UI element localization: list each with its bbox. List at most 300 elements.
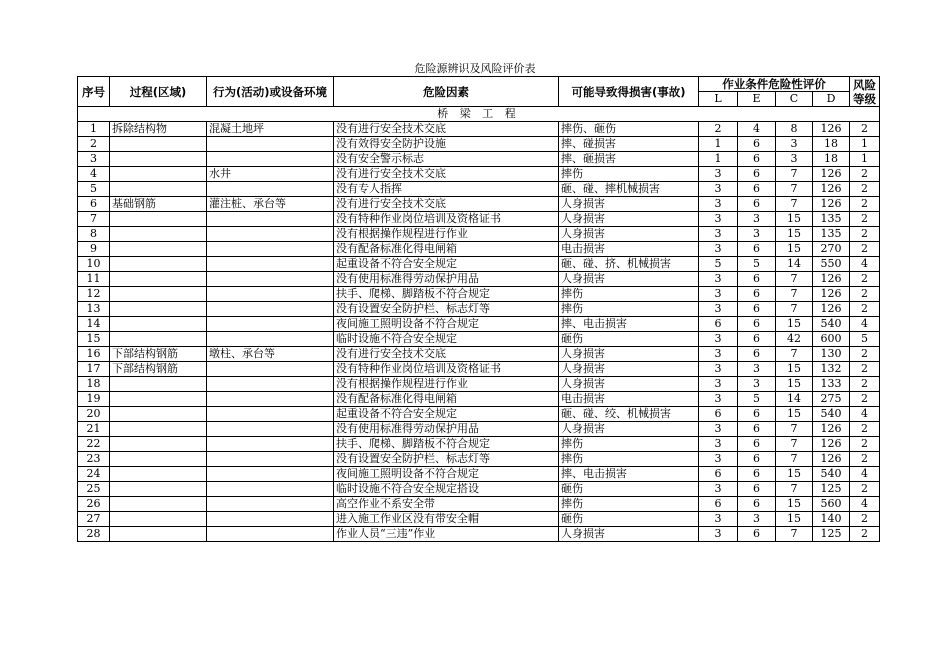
risk-level: 5 (850, 332, 880, 347)
header-d: D (813, 92, 850, 107)
row-number: 16 (78, 347, 110, 362)
e-value: 6 (738, 272, 776, 287)
c-value: 7 (776, 287, 813, 302)
risk-level: 2 (850, 527, 880, 542)
l-value: 3 (699, 287, 738, 302)
c-value: 7 (776, 347, 813, 362)
l-value: 3 (699, 212, 738, 227)
e-value: 6 (738, 287, 776, 302)
damage-cell: 人身损害 (559, 377, 699, 392)
risk-level: 2 (850, 422, 880, 437)
activity-cell (207, 422, 334, 437)
e-value: 3 (738, 512, 776, 527)
process-cell (110, 512, 207, 527)
row-number: 9 (78, 242, 110, 257)
risk-level: 4 (850, 467, 880, 482)
row-number: 12 (78, 287, 110, 302)
table-row (78, 167, 880, 182)
header-e: E (738, 92, 776, 107)
row-number: 21 (78, 422, 110, 437)
e-value: 6 (738, 197, 776, 212)
table-row (78, 407, 880, 422)
risk-level: 2 (850, 167, 880, 182)
risk-level: 1 (850, 137, 880, 152)
process-cell (110, 287, 207, 302)
d-value: 270 (813, 242, 850, 257)
table-row (78, 182, 880, 197)
table-row (78, 152, 880, 167)
hazard-cell: 进入施工作业区没有带安全帽 (334, 512, 559, 527)
activity-cell: 水井 (207, 167, 334, 182)
c-value: 15 (776, 497, 813, 512)
d-value: 130 (813, 347, 850, 362)
process-cell (110, 317, 207, 332)
damage-cell: 砸伤 (559, 512, 699, 527)
d-value: 126 (813, 287, 850, 302)
hazard-cell: 没有使用标准得劳动保护用品 (334, 422, 559, 437)
section-title: 桥 梁 工 程 (78, 107, 880, 122)
risk-level: 2 (850, 437, 880, 452)
header-l: L (699, 92, 738, 107)
process-cell (110, 452, 207, 467)
row-number: 27 (78, 512, 110, 527)
damage-cell: 砸伤 (559, 332, 699, 347)
table-row (78, 272, 880, 287)
damage-cell: 砸、碰、摔机械损害 (559, 182, 699, 197)
c-value: 15 (776, 362, 813, 377)
damage-cell: 砸伤 (559, 482, 699, 497)
d-value: 275 (813, 392, 850, 407)
activity-cell (207, 287, 334, 302)
c-value: 15 (776, 317, 813, 332)
e-value: 6 (738, 242, 776, 257)
risk-level: 2 (850, 347, 880, 362)
process-cell (110, 467, 207, 482)
hazard-cell: 没有根据操作规程进行作业 (334, 227, 559, 242)
process-cell (110, 137, 207, 152)
process-cell (110, 482, 207, 497)
process-cell (110, 422, 207, 437)
d-value: 135 (813, 227, 850, 242)
d-value: 126 (813, 422, 850, 437)
c-value: 3 (776, 137, 813, 152)
activity-cell: 灌注桩、承台等 (207, 197, 334, 212)
hazard-cell: 没有设置安全防护栏、标志灯等 (334, 302, 559, 317)
table-row (78, 212, 880, 227)
header-hazard: 危险因素 (334, 77, 559, 107)
l-value: 3 (699, 197, 738, 212)
header-risk-level: 风险等级 (850, 77, 880, 107)
table-row (78, 227, 880, 242)
l-value: 3 (699, 452, 738, 467)
d-value: 18 (813, 137, 850, 152)
process-cell: 下部结构钢筋 (110, 362, 207, 377)
c-value: 7 (776, 302, 813, 317)
process-cell (110, 527, 207, 542)
hazard-cell: 没有进行安全技术交底 (334, 122, 559, 137)
section-row (78, 107, 880, 122)
table-row (78, 467, 880, 482)
table-row (78, 497, 880, 512)
process-cell (110, 497, 207, 512)
table-row (78, 377, 880, 392)
e-value: 6 (738, 527, 776, 542)
process-cell (110, 182, 207, 197)
risk-level: 2 (850, 242, 880, 257)
c-value: 15 (776, 467, 813, 482)
d-value: 540 (813, 317, 850, 332)
damage-cell: 摔伤 (559, 452, 699, 467)
row-number: 3 (78, 152, 110, 167)
e-value: 6 (738, 302, 776, 317)
d-value: 540 (813, 407, 850, 422)
risk-level: 4 (850, 317, 880, 332)
activity-cell (207, 302, 334, 317)
activity-cell (207, 527, 334, 542)
hazard-cell: 没有专人指挥 (334, 182, 559, 197)
process-cell: 下部结构钢筋 (110, 347, 207, 362)
hazard-cell: 扶手、爬梯、脚踏板不符合规定 (334, 437, 559, 452)
hazard-cell: 扶手、爬梯、脚踏板不符合规定 (334, 287, 559, 302)
table-row (78, 302, 880, 317)
damage-cell: 摔伤 (559, 167, 699, 182)
activity-cell (207, 242, 334, 257)
c-value: 7 (776, 437, 813, 452)
risk-level: 2 (850, 122, 880, 137)
c-value: 14 (776, 257, 813, 272)
row-number: 5 (78, 182, 110, 197)
row-number: 24 (78, 467, 110, 482)
c-value: 3 (776, 152, 813, 167)
hazard-cell: 起重设备不符合安全规定 (334, 257, 559, 272)
activity-cell (207, 137, 334, 152)
d-value: 126 (813, 197, 850, 212)
damage-cell: 摔伤 (559, 437, 699, 452)
hazard-cell: 起重设备不符合安全规定 (334, 407, 559, 422)
d-value: 540 (813, 467, 850, 482)
hazard-cell: 没有特种作业岗位培训及资格证书 (334, 362, 559, 377)
risk-level: 2 (850, 197, 880, 212)
damage-cell: 人身损害 (559, 527, 699, 542)
hazard-cell: 高空作业不系安全带 (334, 497, 559, 512)
l-value: 3 (699, 227, 738, 242)
risk-level: 2 (850, 212, 880, 227)
damage-cell: 人身损害 (559, 212, 699, 227)
hazard-cell: 没有使用标准得劳动保护用品 (334, 272, 559, 287)
e-value: 6 (738, 137, 776, 152)
d-value: 550 (813, 257, 850, 272)
process-cell (110, 272, 207, 287)
damage-cell: 摔、电击损害 (559, 317, 699, 332)
l-value: 1 (699, 152, 738, 167)
l-value: 3 (699, 272, 738, 287)
row-number: 26 (78, 497, 110, 512)
damage-cell: 摔、砸损害 (559, 152, 699, 167)
l-value: 2 (699, 122, 738, 137)
activity-cell (207, 182, 334, 197)
row-number: 18 (78, 377, 110, 392)
hazard-cell: 没有进行安全技术交底 (334, 167, 559, 182)
process-cell (110, 257, 207, 272)
d-value: 125 (813, 482, 850, 497)
risk-level: 2 (850, 182, 880, 197)
damage-cell: 人身损害 (559, 197, 699, 212)
risk-level: 2 (850, 362, 880, 377)
c-value: 7 (776, 167, 813, 182)
d-value: 18 (813, 152, 850, 167)
row-number: 23 (78, 452, 110, 467)
e-value: 6 (738, 407, 776, 422)
process-cell (110, 212, 207, 227)
e-value: 6 (738, 452, 776, 467)
row-number: 14 (78, 317, 110, 332)
damage-cell: 摔伤、砸伤 (559, 122, 699, 137)
hazard-cell: 没有安全警示标志 (334, 152, 559, 167)
l-value: 3 (699, 377, 738, 392)
l-value: 3 (699, 302, 738, 317)
risk-level: 1 (850, 152, 880, 167)
e-value: 3 (738, 227, 776, 242)
c-value: 15 (776, 227, 813, 242)
damage-cell: 摔伤 (559, 302, 699, 317)
table-row (78, 332, 880, 347)
table-row (78, 197, 880, 212)
l-value: 1 (699, 137, 738, 152)
l-value: 3 (699, 182, 738, 197)
e-value: 3 (738, 362, 776, 377)
c-value: 7 (776, 482, 813, 497)
activity-cell (207, 482, 334, 497)
l-value: 3 (699, 167, 738, 182)
process-cell (110, 392, 207, 407)
activity-cell (207, 212, 334, 227)
hazard-cell: 作业人员“三违”作业 (334, 527, 559, 542)
c-value: 7 (776, 182, 813, 197)
l-value: 3 (699, 422, 738, 437)
process-cell: 拆除结构物 (110, 122, 207, 137)
row-number: 6 (78, 197, 110, 212)
header-activity: 行为(活动)或设备环境 (207, 77, 334, 107)
e-value: 6 (738, 497, 776, 512)
hazard-cell: 夜间施工照明设备不符合规定 (334, 317, 559, 332)
e-value: 6 (738, 347, 776, 362)
row-number: 28 (78, 527, 110, 542)
l-value: 3 (699, 242, 738, 257)
activity-cell: 墩柱、承台等 (207, 347, 334, 362)
row-number: 19 (78, 392, 110, 407)
activity-cell (207, 272, 334, 287)
c-value: 15 (776, 242, 813, 257)
damage-cell: 摔、碰损害 (559, 137, 699, 152)
d-value: 600 (813, 332, 850, 347)
table-row (78, 347, 880, 362)
activity-cell: 混凝土地坪 (207, 122, 334, 137)
d-value: 126 (813, 167, 850, 182)
c-value: 7 (776, 272, 813, 287)
activity-cell (207, 407, 334, 422)
c-value: 7 (776, 197, 813, 212)
d-value: 560 (813, 497, 850, 512)
activity-cell (207, 227, 334, 242)
e-value: 6 (738, 422, 776, 437)
table-row (78, 362, 880, 377)
activity-cell (207, 512, 334, 527)
l-value: 6 (699, 407, 738, 422)
row-number: 2 (78, 137, 110, 152)
table-row (78, 287, 880, 302)
l-value: 6 (699, 497, 738, 512)
activity-cell (207, 467, 334, 482)
hazard-cell: 没有进行安全技术交底 (334, 197, 559, 212)
d-value: 126 (813, 182, 850, 197)
risk-level: 2 (850, 392, 880, 407)
activity-cell (207, 362, 334, 377)
damage-cell: 人身损害 (559, 227, 699, 242)
row-number: 22 (78, 437, 110, 452)
hazard-cell: 没有效得安全防护设施 (334, 137, 559, 152)
hazard-cell: 没有配备标准化得电闸箱 (334, 392, 559, 407)
d-value: 126 (813, 452, 850, 467)
risk-level: 2 (850, 377, 880, 392)
risk-level: 2 (850, 482, 880, 497)
damage-cell: 人身损害 (559, 422, 699, 437)
activity-cell (207, 392, 334, 407)
l-value: 3 (699, 332, 738, 347)
e-value: 6 (738, 152, 776, 167)
l-value: 3 (699, 347, 738, 362)
process-cell: 基础钢筋 (110, 197, 207, 212)
process-cell (110, 302, 207, 317)
d-value: 126 (813, 272, 850, 287)
activity-cell (207, 452, 334, 467)
c-value: 15 (776, 377, 813, 392)
table-row (78, 452, 880, 467)
row-number: 10 (78, 257, 110, 272)
damage-cell: 砸、碰、绞、机械损害 (559, 407, 699, 422)
hazard-cell: 临时设施不符合安全规定搭设 (334, 482, 559, 497)
row-number: 13 (78, 302, 110, 317)
process-cell (110, 332, 207, 347)
activity-cell (207, 437, 334, 452)
process-cell (110, 242, 207, 257)
e-value: 6 (738, 437, 776, 452)
d-value: 126 (813, 302, 850, 317)
l-value: 5 (699, 257, 738, 272)
l-value: 3 (699, 392, 738, 407)
process-cell (110, 407, 207, 422)
d-value: 132 (813, 362, 850, 377)
c-value: 7 (776, 452, 813, 467)
row-number: 4 (78, 167, 110, 182)
l-value: 6 (699, 467, 738, 482)
l-value: 3 (699, 437, 738, 452)
activity-cell (207, 332, 334, 347)
c-value: 8 (776, 122, 813, 137)
d-value: 135 (813, 212, 850, 227)
d-value: 133 (813, 377, 850, 392)
e-value: 5 (738, 392, 776, 407)
e-value: 6 (738, 482, 776, 497)
activity-cell (207, 497, 334, 512)
row-number: 8 (78, 227, 110, 242)
e-value: 6 (738, 167, 776, 182)
d-value: 126 (813, 122, 850, 137)
l-value: 3 (699, 482, 738, 497)
damage-cell: 人身损害 (559, 347, 699, 362)
row-number: 15 (78, 332, 110, 347)
header-evaluation: 作业条件危险性评价 (699, 77, 850, 92)
c-value: 15 (776, 512, 813, 527)
process-cell (110, 227, 207, 242)
d-value: 126 (813, 437, 850, 452)
page-title: 危险源辨识及风险评价表 (414, 62, 536, 75)
risk-level: 2 (850, 302, 880, 317)
risk-level: 4 (850, 257, 880, 272)
risk-level: 4 (850, 497, 880, 512)
activity-cell (207, 257, 334, 272)
e-value: 5 (738, 257, 776, 272)
c-value: 42 (776, 332, 813, 347)
e-value: 6 (738, 467, 776, 482)
d-value: 125 (813, 527, 850, 542)
e-value: 3 (738, 212, 776, 227)
table-row (78, 137, 880, 152)
e-value: 3 (738, 377, 776, 392)
risk-level: 4 (850, 407, 880, 422)
hazard-cell: 没有特种作业岗位培训及资格证书 (334, 212, 559, 227)
table-row (78, 527, 880, 542)
damage-cell: 人身损害 (559, 272, 699, 287)
damage-cell: 摔、电击损害 (559, 467, 699, 482)
table-row (78, 512, 880, 527)
row-number: 25 (78, 482, 110, 497)
e-value: 6 (738, 317, 776, 332)
hazard-cell: 没有进行安全技术交底 (334, 347, 559, 362)
damage-cell: 摔伤 (559, 497, 699, 512)
l-value: 3 (699, 512, 738, 527)
damage-cell: 砸、碰、挤、机械损害 (559, 257, 699, 272)
header-damage: 可能导致得损害(事故) (559, 77, 699, 107)
table-row (78, 422, 880, 437)
c-value: 14 (776, 392, 813, 407)
l-value: 6 (699, 317, 738, 332)
row-number: 7 (78, 212, 110, 227)
l-value: 3 (699, 527, 738, 542)
table-row (78, 392, 880, 407)
row-number: 17 (78, 362, 110, 377)
process-cell (110, 152, 207, 167)
header-no: 序号 (78, 77, 110, 107)
risk-level: 2 (850, 287, 880, 302)
risk-table (77, 76, 880, 542)
table-row (78, 122, 880, 137)
activity-cell (207, 317, 334, 332)
risk-level: 2 (850, 272, 880, 287)
damage-cell: 摔伤 (559, 287, 699, 302)
risk-level: 2 (850, 227, 880, 242)
hazard-cell: 没有配备标准化得电闸箱 (334, 242, 559, 257)
damage-cell: 电击损害 (559, 242, 699, 257)
header-c: C (776, 92, 813, 107)
header-process: 过程(区域) (110, 77, 207, 107)
process-cell (110, 437, 207, 452)
c-value: 7 (776, 527, 813, 542)
e-value: 6 (738, 182, 776, 197)
row-number: 11 (78, 272, 110, 287)
d-value: 140 (813, 512, 850, 527)
hazard-cell: 没有设置安全防护栏、标志灯等 (334, 452, 559, 467)
table-row (78, 242, 880, 257)
